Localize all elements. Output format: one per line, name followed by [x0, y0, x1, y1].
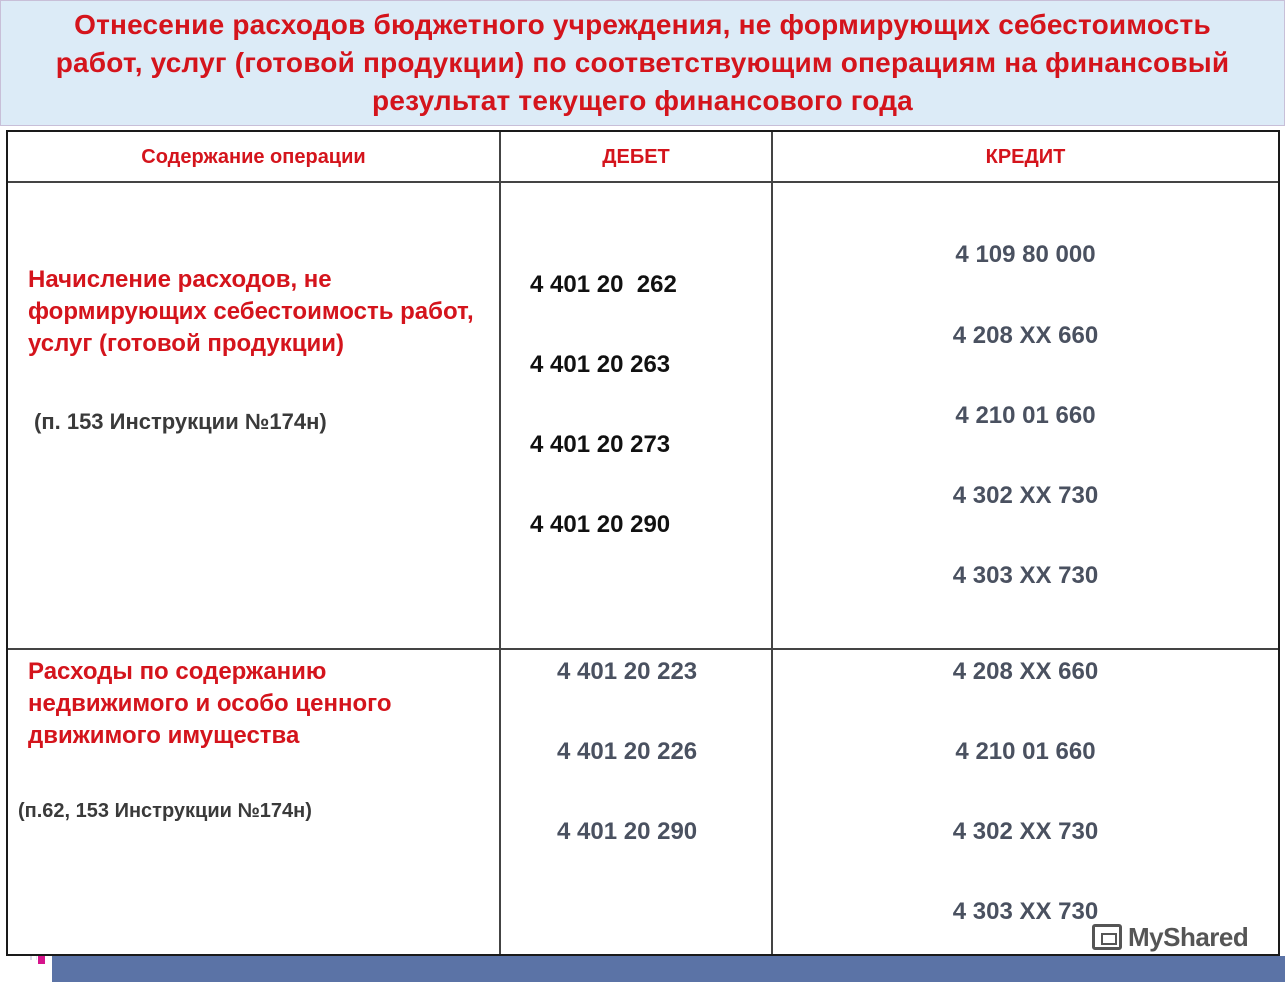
row2-credit-1: 4 208 ХХ 660	[952, 658, 1099, 685]
slide-title: Отнесение расходов бюджетного учреждения, не формирующих себестоимость работ, услуг (готовой продукции) по соответствующим операциям на финансовый результат текущего финансового года	[55, 9, 1230, 116]
row1-debit-4: 4 401 20 290	[530, 511, 671, 538]
accounting-table	[6, 130, 1280, 956]
header-debit: ДЕБЕТ	[602, 146, 670, 168]
watermark	[1092, 920, 1248, 954]
row2-debit-2: 4 401 20 226	[557, 738, 698, 765]
header-operation: Содержание операции	[141, 146, 366, 168]
row1-debit-2: 4 401 20 263	[530, 351, 671, 378]
row2-credit-4: 4 303 ХХ 730	[952, 898, 1099, 925]
row1-credit-3: 4 210 01 660	[955, 402, 1096, 429]
row2-credit-3: 4 302 ХХ 730	[952, 818, 1099, 845]
row2-credit-2: 4 210 01 660	[955, 738, 1096, 765]
slide-bottom-band	[52, 956, 1285, 982]
presentation-icon	[1092, 924, 1122, 950]
row1-debit-1: 4 401 20 262	[530, 271, 677, 298]
header-credit: КРЕДИТ	[985, 146, 1066, 168]
row1-credit-1: 4 109 80 000	[955, 241, 1096, 268]
row1-credit-4: 4 302 ХХ 730	[952, 482, 1099, 509]
row1-operation: Начисление расходов, не формирующих себестоимость работ, услуг (готовой продукции)	[28, 266, 474, 357]
row1-debit-3: 4 401 20 273	[530, 431, 671, 458]
row1-credit-5: 4 303 ХХ 730	[952, 562, 1099, 589]
row2-operation: Расходы по содержанию недвижимого и особо ценного движимого имущества	[28, 658, 392, 749]
row-divider	[8, 648, 1278, 650]
row2-debit-3: 4 401 20 290	[557, 818, 698, 845]
row2-reference: (п.62, 153 Инструкции №174н)	[18, 800, 312, 822]
row1-reference: (п. 153 Инструкции №174н)	[34, 409, 327, 434]
slide-bullet-mark	[38, 955, 45, 964]
title-box	[0, 0, 1285, 126]
header-divider	[8, 181, 1278, 183]
row2-debit-1: 4 401 20 223	[557, 658, 698, 685]
column-divider-1	[499, 132, 501, 954]
row1-credit-2: 4 208 ХХ 660	[952, 322, 1099, 349]
watermark-text: MyShared	[1128, 921, 1249, 952]
